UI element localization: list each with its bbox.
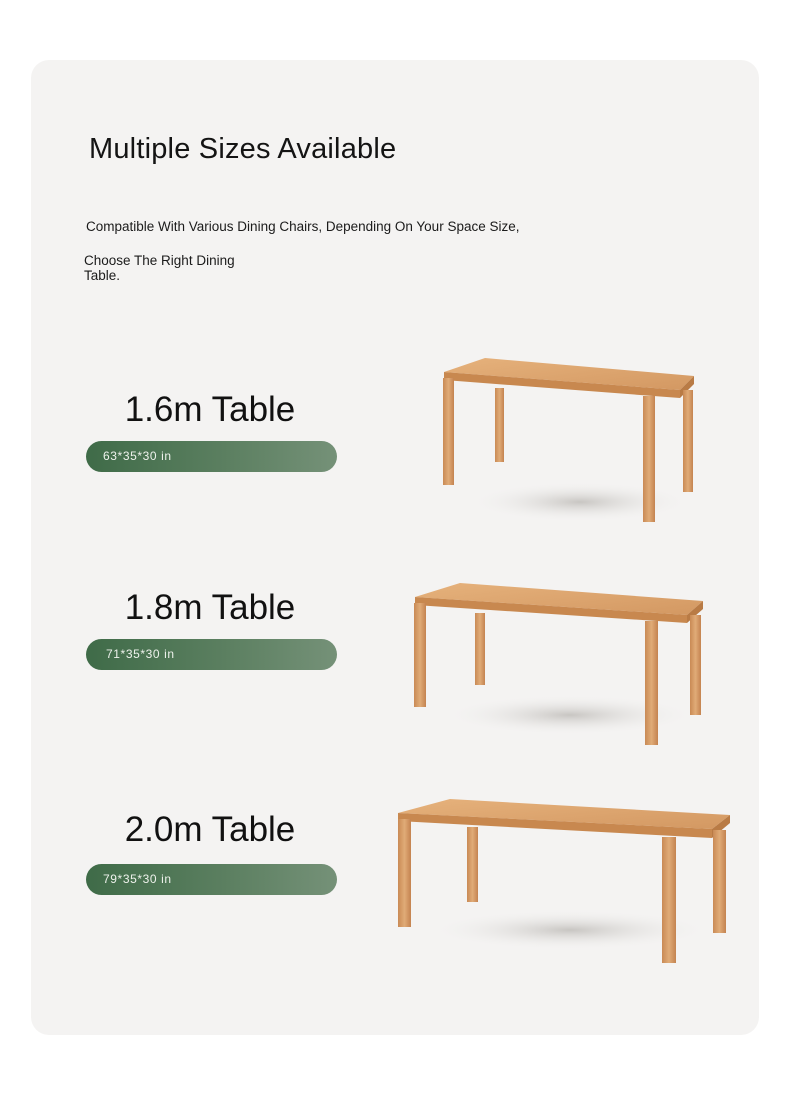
dimension-text-1: 63*35*30 in	[103, 449, 172, 463]
subtitle-line-1: Compatible With Various Dining Chairs, Depending On Your Space Size,	[86, 219, 520, 234]
dimension-badge-1	[86, 441, 337, 472]
table-image-1-8m	[405, 575, 715, 755]
table-image-2-0m	[390, 795, 735, 970]
size-label-3: 2.0m Table	[124, 810, 296, 849]
dimension-text-2: 71*35*30 in	[106, 647, 175, 661]
size-label-1: 1.6m Table	[124, 390, 296, 429]
dimension-badge-2	[86, 639, 337, 670]
dimension-badge-3	[86, 864, 337, 895]
size-label-2: 1.8m Table	[124, 588, 296, 627]
dimension-text-3: 79*35*30 in	[103, 872, 172, 886]
subtitle-line-2: Choose The Right Dining Table.	[84, 253, 235, 283]
table-image-1-6m	[430, 350, 710, 535]
page-title: Multiple Sizes Available	[89, 133, 397, 165]
